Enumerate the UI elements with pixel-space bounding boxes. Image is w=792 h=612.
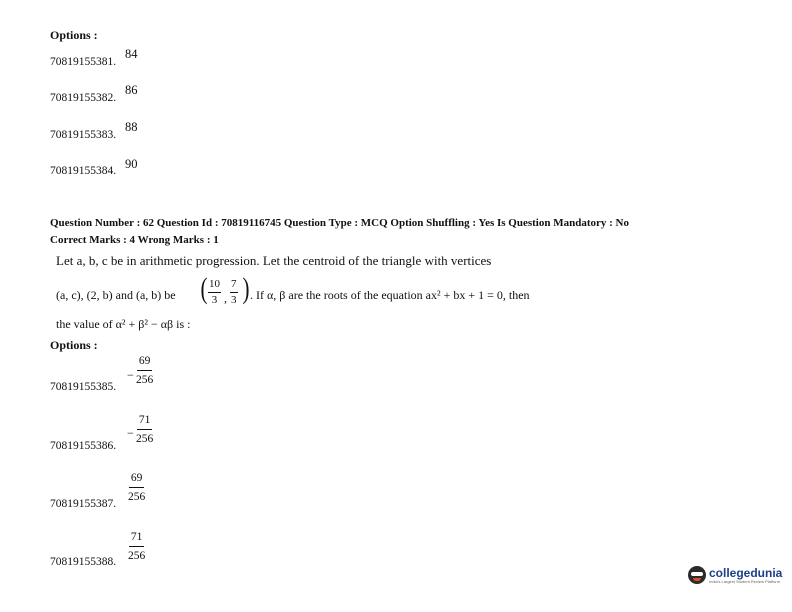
option-denominator: 256: [136, 373, 154, 386]
option-sign: −: [127, 368, 134, 382]
logo-tagline: India's Largest Student Review Platform: [709, 578, 781, 584]
option-denominator: 256: [136, 432, 154, 445]
option-fraction: [128, 532, 145, 562]
right-paren-glyph: ): [242, 272, 250, 305]
centroid-x-denominator: 3: [211, 294, 218, 306]
option-denominator: 256: [128, 490, 146, 503]
question-text-line1: Let a, b, c be in arithmetic progression. Let the centroid of the triangle with vertices: [56, 253, 492, 268]
centroid-y-numerator: 7: [230, 279, 238, 293]
question-marks: Correct Marks : 4 Wrong Marks : 1: [50, 234, 219, 246]
option-value: 88: [125, 120, 138, 134]
mascot-face-icon: [688, 566, 706, 584]
option-id: 70819155387.: [50, 498, 117, 510]
left-paren-glyph: (: [200, 272, 208, 305]
option-fraction: [128, 473, 145, 503]
option-numerator: 69: [129, 473, 145, 488]
option-fraction: [136, 415, 153, 445]
option-value: 90: [125, 157, 138, 171]
option-id: 70819155386.: [50, 440, 117, 452]
question-header: Question Number : 62 Question Id : 70819116745 Question Type : MCQ Option Shuffling : Yes Is Question Mandatory : No: [50, 217, 629, 229]
option-numerator: 71: [129, 532, 145, 547]
option-sign: −: [127, 426, 134, 440]
centroid-x-numerator: 10: [208, 279, 221, 293]
options-label: Options :: [50, 338, 98, 352]
centroid-y-fraction: [230, 279, 238, 306]
centroid-y-denominator: 3: [231, 294, 237, 306]
logo-name: collegedunia: [709, 565, 783, 580]
question-text-line3: the value of α² + β² − αβ is :: [56, 317, 191, 331]
centroid-comma: ,: [224, 291, 227, 305]
question-text-line2-end: . If α, β are the roots of the equation ax² + bx + 1 = 0, then: [250, 288, 530, 302]
option-id: 70819155388.: [50, 556, 117, 568]
question-text-line2-start: (a, c), (2, b) and (a, b) be: [56, 288, 176, 302]
option-denominator: 256: [128, 549, 146, 562]
option-id: 70819155381.: [50, 56, 117, 68]
option-id: 70819155385.: [50, 381, 117, 393]
option-id: 70819155383.: [50, 129, 117, 141]
options-label-prev: Options :: [50, 28, 98, 42]
option-id: 70819155384.: [50, 165, 117, 177]
option-numerator: 71: [137, 415, 153, 430]
option-numerator: 69: [137, 356, 153, 371]
centroid-x-fraction: [208, 279, 221, 306]
option-fraction: [136, 356, 153, 386]
option-id: 70819155382.: [50, 92, 117, 104]
option-value: 84: [125, 47, 138, 61]
option-value: 86: [125, 83, 138, 97]
collegedunia-logo: [688, 566, 782, 584]
